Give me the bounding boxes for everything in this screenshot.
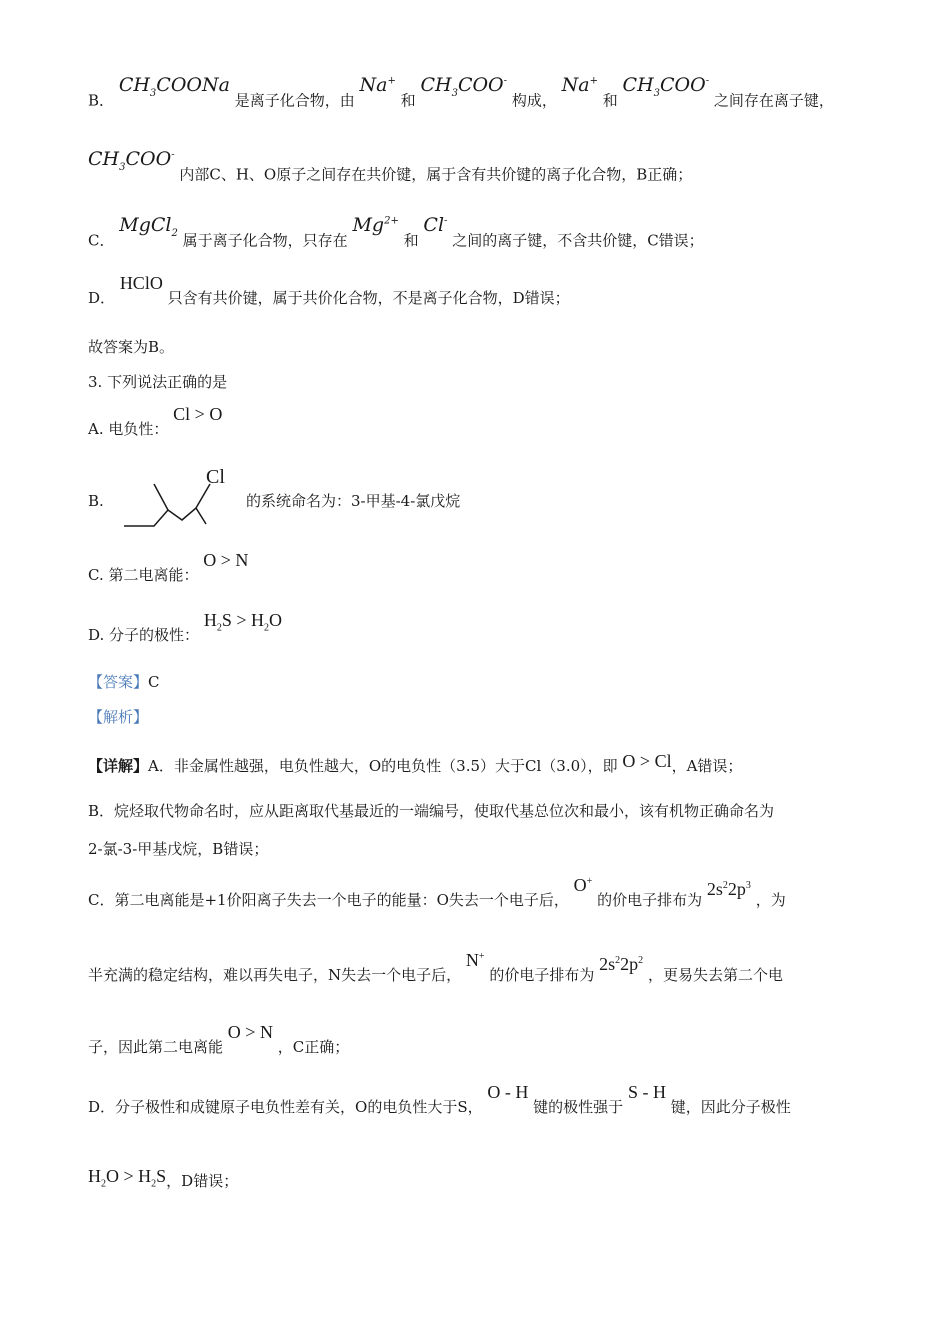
bond-s-h: S - H	[627, 1082, 666, 1102]
option-label: D．	[88, 289, 116, 307]
formula-hclo: HClO	[119, 273, 163, 293]
formula: O > Cl	[622, 751, 672, 771]
text: 是离子化合物，由	[234, 91, 355, 110]
answer-line	[88, 672, 160, 692]
option-b-text: 的系统命名为：3-甲基-4-氯戊烷	[246, 492, 461, 510]
detail-c-line3	[88, 1022, 350, 1057]
option-label: A. 电负性：	[88, 420, 169, 438]
text: 构成，	[511, 91, 557, 110]
text: D．分子极性和成键原子电负性差有关，O的电负性大于S，	[88, 1098, 483, 1116]
text: 内部C、H、O原子之间存在共价键，属于含有共价键的离子化合物，B正确；	[179, 165, 693, 184]
formula-o-ion: O+	[573, 875, 593, 895]
conclusion: 故答案为B。	[88, 338, 175, 356]
bond-o-h: O - H	[487, 1082, 529, 1102]
formula-n-ion: N+	[465, 950, 485, 970]
question-option-d	[88, 610, 282, 653]
formula: O > N	[203, 550, 249, 570]
text: 键的极性强于	[533, 1098, 624, 1116]
formula: Cl > O	[173, 404, 223, 424]
text: ，为	[755, 891, 786, 909]
question-option-b	[88, 491, 104, 511]
detail-c-line1	[88, 875, 786, 910]
electron-config: $2s^22p^3$	[706, 879, 751, 899]
option-d-explanation	[88, 273, 570, 308]
answer-value: C	[148, 673, 160, 691]
option-b-explanation-line2	[88, 148, 693, 192]
chlorine-label: Cl	[206, 466, 225, 488]
formula-acetate-ion: $CH_3COO^-$	[622, 74, 710, 100]
detail-d-line2	[88, 1166, 239, 1199]
option-label: D. 分子的极性：	[88, 626, 200, 644]
text: ，A错误；	[671, 757, 743, 775]
detail-d-line1	[88, 1082, 791, 1117]
text: 和	[403, 231, 419, 250]
text: 属于离子化合物，只存在	[182, 231, 348, 250]
option-b-explanation-line1	[88, 74, 834, 118]
formula-sodium-acetate: $CH_3COONa$	[118, 74, 230, 100]
text: 只含有共价键，属于共价化合物，不是离子化合物，D错误；	[167, 289, 570, 307]
option-label: B.	[88, 492, 104, 510]
text: 的价电子排布为	[489, 966, 595, 984]
text: 和	[400, 91, 416, 110]
text: C．第二电离能是+1价阳离子失去一个电子的能量：O失去一个电子后，	[88, 891, 569, 909]
text: ，C正确；	[277, 1038, 350, 1056]
text: ，D错误；	[166, 1172, 239, 1190]
formula: $H_2S > H_2O$	[203, 610, 282, 634]
question-stem: 3. 下列说法正确的是	[88, 373, 228, 391]
detail-b-line1: B．烷烃取代物命名时，应从距离取代基最近的一端编号，使取代基总位次和最小，该有机物正确命名为	[88, 802, 775, 820]
question-option-a	[88, 404, 223, 439]
text: 半充满的稳定结构，难以再失电子，N失去一个电子后，	[88, 966, 462, 984]
option-label: C. 第二电离能：	[88, 566, 199, 584]
option-c-explanation	[88, 214, 704, 258]
detail-label: 【详解】	[88, 757, 149, 775]
analysis-label: 【解析】	[88, 708, 149, 726]
formula-sodium-ion: Na+	[359, 74, 396, 97]
text: ，更易失去第二个电	[647, 966, 783, 984]
formula-sodium-ion: Na+	[561, 74, 598, 97]
question-option-c	[88, 550, 249, 585]
formula-acetate-ion: $CH_3COO^-$	[88, 148, 175, 174]
option-label: B．	[88, 91, 115, 110]
text: 子，因此第二电离能	[88, 1038, 224, 1056]
formula: O > N	[227, 1022, 273, 1042]
formula-magnesium-chloride: MgCl$_2$	[119, 214, 178, 240]
text: 键，因此分子极性	[670, 1098, 791, 1116]
text: 和	[602, 91, 618, 110]
text: A．非金属性越强，电负性越大，O的电负性（3.5）大于Cl（3.0），即	[148, 757, 618, 775]
detail-b-line2: 2-氯-3-甲基戊烷，B错误；	[88, 840, 269, 858]
electron-config: $2s^22p^2$	[599, 954, 644, 974]
detail-c-line2	[88, 950, 783, 985]
text: 之间的离子键，不含共价键，C错误；	[452, 231, 704, 250]
answer-label: 【答案】	[88, 673, 149, 691]
text: 之间存在离子键，	[713, 91, 834, 110]
formula-chloride-ion: Cl-	[423, 214, 448, 237]
formula-magnesium-ion: $Mg^{2+}$	[352, 214, 399, 237]
text: 的价电子排布为	[597, 891, 703, 909]
option-label: C．	[88, 231, 115, 250]
detail-a	[88, 751, 743, 776]
formula: $H_2O > H_2S$	[88, 1166, 167, 1190]
formula-acetate-ion: $CH_3COO^-$	[420, 74, 508, 100]
